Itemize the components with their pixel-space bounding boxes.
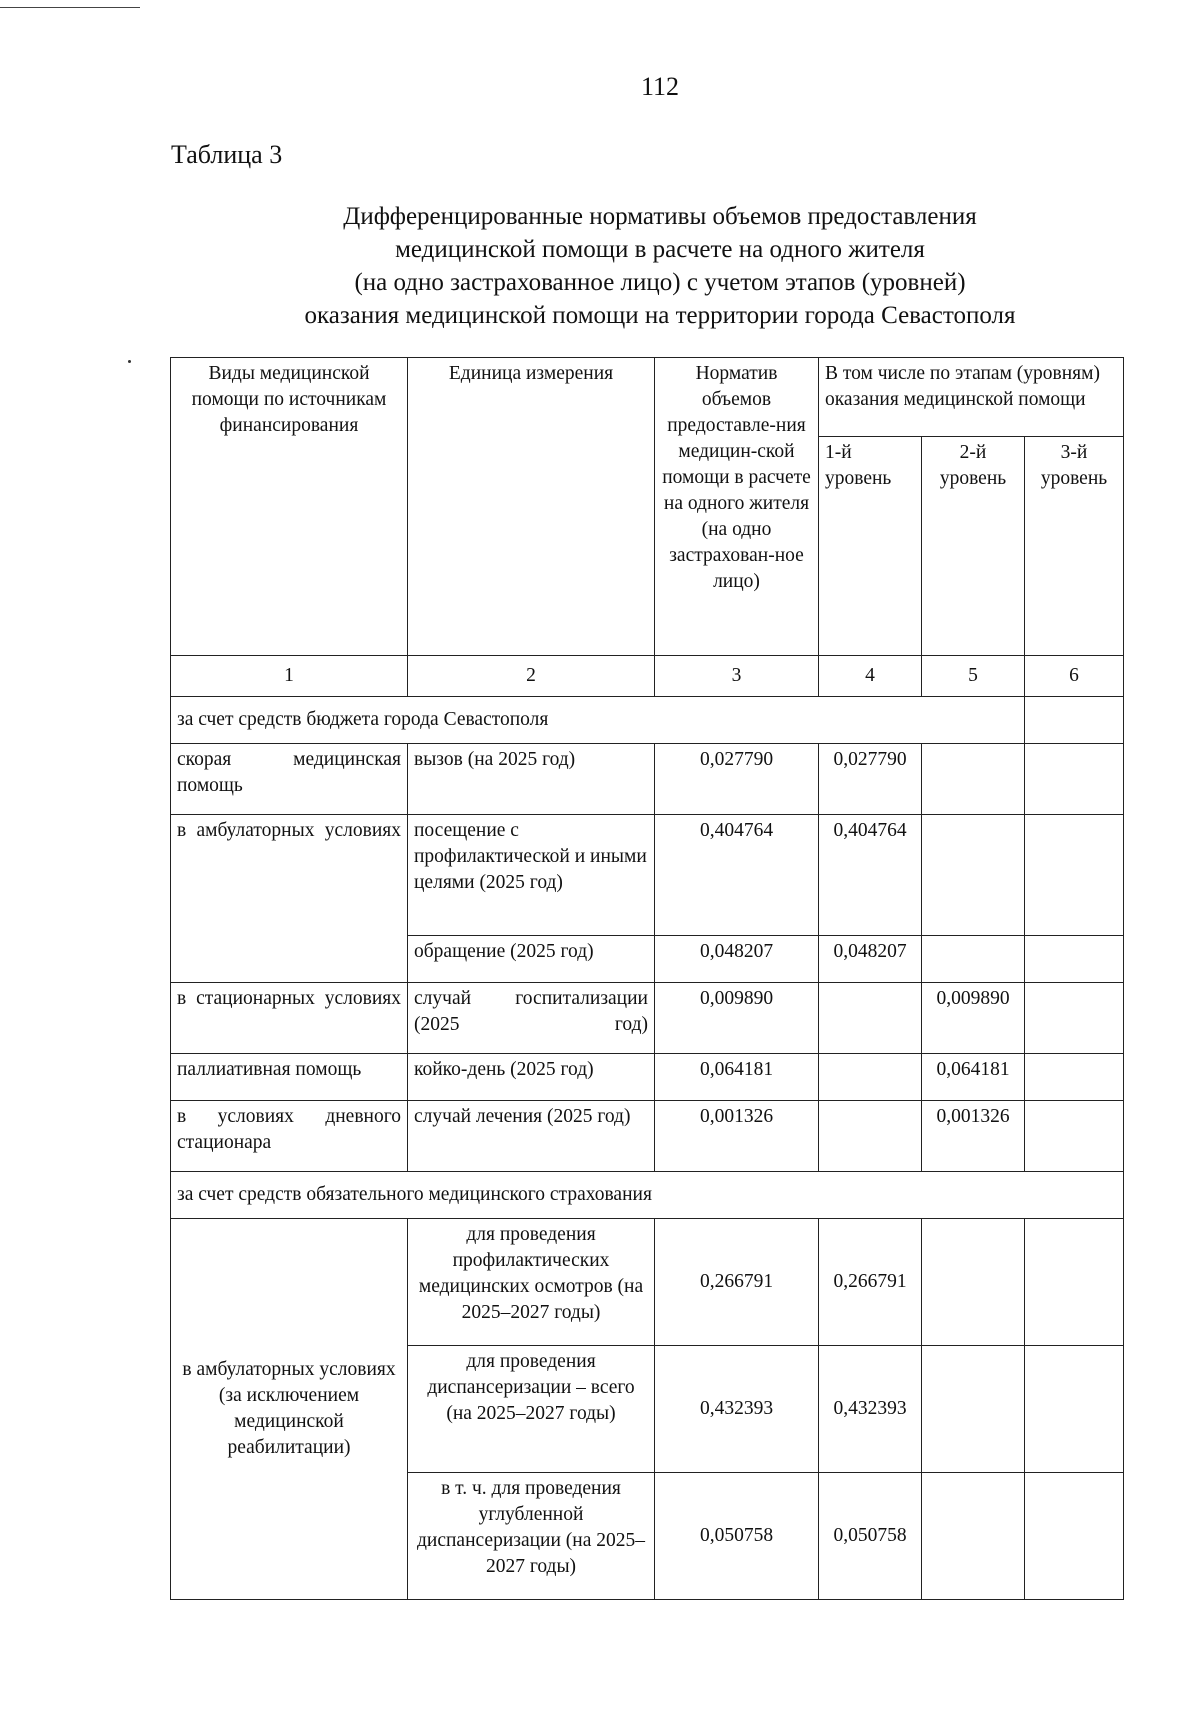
table-row — [171, 1101, 1124, 1172]
row-unit: для проведения профилактических медицинских осмотров (на 2025–2027 годы) — [408, 1219, 655, 1346]
row-unit: койко-день (2025 год) — [408, 1054, 655, 1101]
row-level-2 — [922, 815, 1025, 936]
row-level-2 — [922, 1473, 1025, 1600]
table-title — [200, 200, 1120, 332]
row-kind-outpatient: в амбулаторных условиях — [171, 815, 408, 983]
page-number: 112 — [640, 72, 680, 101]
table-row — [171, 815, 1124, 936]
row-level-3 — [1025, 936, 1124, 983]
table-row — [171, 744, 1124, 815]
header-unit: Единица измерения — [408, 358, 655, 656]
row-level-2: 0,009890 — [922, 983, 1025, 1054]
row-norm: 0,027790 — [655, 744, 819, 815]
header-level-2: 2-й уровень — [922, 437, 1025, 656]
column-number: 2 — [408, 656, 655, 697]
row-unit: для проведения диспансеризации – всего (на 2025–2027 годы) — [408, 1346, 655, 1473]
row-level-3 — [1025, 1101, 1124, 1172]
section-row-oms — [171, 1172, 1124, 1219]
row-level-1: 0,027790 — [819, 744, 922, 815]
row-level-3 — [1025, 1346, 1124, 1473]
row-level-2 — [922, 744, 1025, 815]
header-row — [171, 358, 1124, 437]
header-levels-group: В том числе по этапам (уровням) оказания медицинской помощи — [819, 358, 1124, 437]
row-level-1 — [819, 983, 922, 1054]
row-level-3 — [1025, 815, 1124, 936]
row-level-3 — [1025, 744, 1124, 815]
section-title-budget: за счет средств бюджета города Севастополя — [171, 697, 1025, 744]
row-unit: случай госпитализации (2025 год) — [408, 983, 655, 1054]
top-edge-line — [0, 7, 140, 8]
row-level-1: 0,266791 — [819, 1219, 922, 1346]
norms-table — [170, 357, 1124, 1600]
row-unit: в т. ч. для проведения углубленной диспансеризации (на 2025–2027 годы) — [408, 1473, 655, 1600]
row-level-2 — [922, 936, 1025, 983]
row-level-2: 0,001326 — [922, 1101, 1025, 1172]
row-kind-day-hospital: в условиях дневного стационара — [171, 1101, 408, 1172]
row-level-2 — [922, 1346, 1025, 1473]
row-unit: обращение (2025 год) — [408, 936, 655, 983]
row-norm: 0,064181 — [655, 1054, 819, 1101]
row-norm: 0,001326 — [655, 1101, 819, 1172]
row-level-3 — [1025, 1219, 1124, 1346]
table-row — [171, 1054, 1124, 1101]
section-title-oms: за счет средств обязательного медицинского страхования — [171, 1172, 1025, 1219]
row-norm: 0,009890 — [655, 983, 819, 1054]
column-number: 4 — [819, 656, 922, 697]
row-level-1: 0,050758 — [819, 1473, 922, 1600]
row-norm: 0,266791 — [655, 1219, 819, 1346]
title-line: (на одно застрахованное лицо) с учетом этапов (уровней) — [354, 269, 966, 296]
title-line: оказания медицинской помощи на территории города Севастополя — [304, 302, 1016, 329]
row-level-2: 0,064181 — [922, 1054, 1025, 1101]
column-numbers-row — [171, 656, 1124, 697]
row-kind-inpatient: в стационарных условиях — [171, 983, 408, 1054]
row-kind-ambulance: скорая медицинская помощь — [171, 744, 408, 815]
table-label: Таблица 3 — [171, 140, 283, 169]
table-row — [171, 983, 1124, 1054]
empty-cell — [1025, 1172, 1124, 1219]
column-number: 6 — [1025, 656, 1124, 697]
row-kind-oms-outpatient: в амбулаторных условиях (за исключением медицинской реабилитации) — [171, 1219, 408, 1600]
section-row-budget — [171, 697, 1124, 744]
column-number: 5 — [922, 656, 1025, 697]
header-norm: Норматив объемов предоставле-ния медицин-ской помощи в расчете на одного жителя (на одно застрахован-ное лицо) — [655, 358, 819, 656]
empty-cell — [1025, 697, 1124, 744]
scan-speck — [128, 360, 131, 363]
header-kind: Виды медицинской помощи по источникам финансирования — [171, 358, 408, 656]
row-level-1 — [819, 1101, 922, 1172]
row-norm: 0,432393 — [655, 1346, 819, 1473]
row-unit: посещение с профилактической и иными целями (2025 год) — [408, 815, 655, 936]
title-line: Дифференцированные нормативы объемов предоставления — [343, 203, 977, 230]
column-number: 3 — [655, 656, 819, 697]
table-row — [171, 1219, 1124, 1346]
row-norm: 0,404764 — [655, 815, 819, 936]
row-unit: вызов (на 2025 год) — [408, 744, 655, 815]
row-norm: 0,050758 — [655, 1473, 819, 1600]
column-number: 1 — [171, 656, 408, 697]
row-level-1: 0,432393 — [819, 1346, 922, 1473]
header-level-1: 1-й уровень — [819, 437, 922, 656]
row-level-2 — [922, 1219, 1025, 1346]
row-level-3 — [1025, 1473, 1124, 1600]
row-level-3 — [1025, 983, 1124, 1054]
row-level-1: 0,404764 — [819, 815, 922, 936]
row-level-1: 0,048207 — [819, 936, 922, 983]
row-level-1 — [819, 1054, 922, 1101]
header-level-3: 3-й уровень — [1025, 437, 1124, 656]
row-unit: случай лечения (2025 год) — [408, 1101, 655, 1172]
row-norm: 0,048207 — [655, 936, 819, 983]
title-line: медицинской помощи в расчете на одного жителя — [395, 236, 925, 263]
row-kind-palliative: паллиативная помощь — [171, 1054, 408, 1101]
row-level-3 — [1025, 1054, 1124, 1101]
